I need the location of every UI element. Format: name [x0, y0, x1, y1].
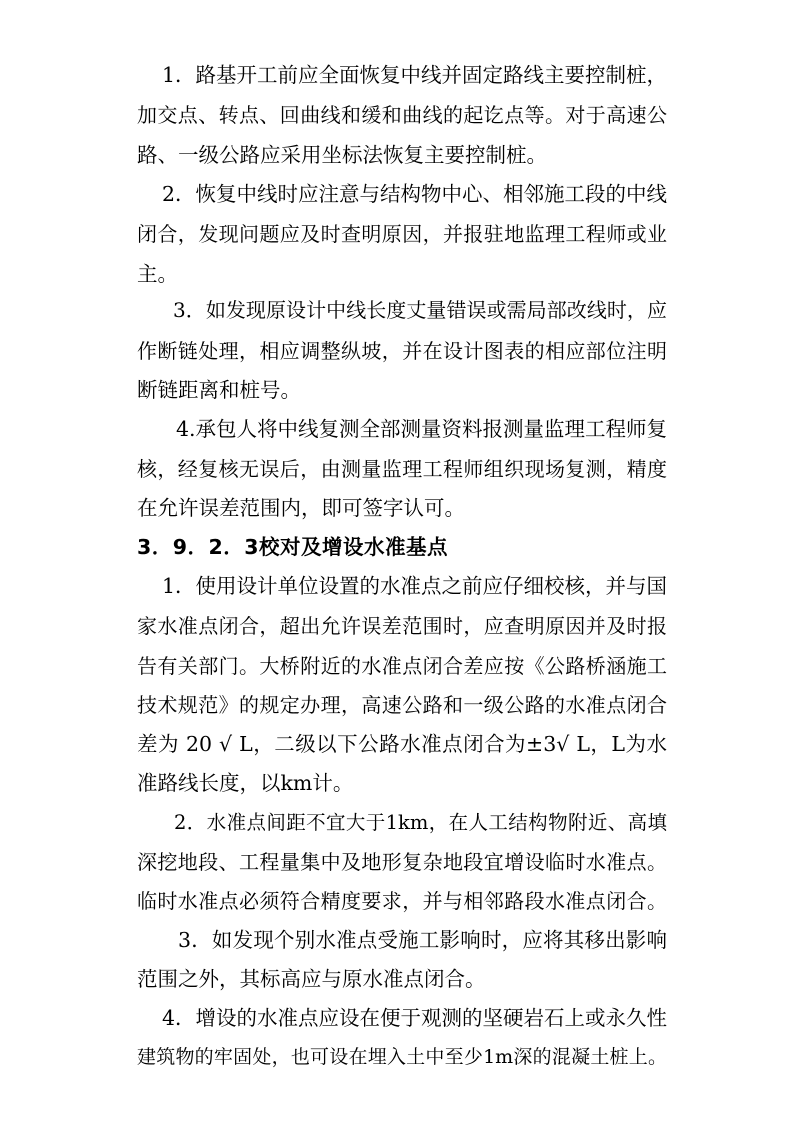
- section-heading: 3．9．2．3校对及增设水准基点: [137, 535, 449, 559]
- text-line: 准路线长度，以km计。: [137, 771, 354, 795]
- text-line: 3．如发现个别水准点受施工影响时，应将其移出影响: [178, 928, 667, 952]
- text-line: 1．路基开工前应全面恢复中线并固定路线主要控制桩，: [162, 63, 668, 87]
- text-line: 1．使用设计单位设置的水准点之前应仔细校核，并与国: [162, 574, 668, 598]
- text-line: 2．恢复中线时应注意与结构物中心、相邻施工段的中线: [162, 182, 668, 206]
- text-line: 4．增设的水准点应设在便于观测的坚硬岩石上或永久性: [162, 1006, 668, 1030]
- text-line: 作断链处理，相应调整纵坡，并在设计图表的相应部位注明: [137, 339, 667, 363]
- text-line: 临时水准点必须符合精度要求，并与相邻路段水准点闭合。: [137, 889, 667, 913]
- text-line: 家水准点闭合，超出允许误差范围时，应查明原因并及时报: [137, 614, 667, 638]
- text-line: 2．水准点间距不宜大于1km，在人工结构物附近、高填: [174, 811, 667, 834]
- text-line: 在允许误差范围内，即可签字认可。: [137, 496, 465, 520]
- text-line: 建筑物的牢固处，也可设在埋入土中至少1m深的混凝土桩上。: [137, 1046, 667, 1068]
- text-line: 告有关部门。大桥附近的水准点闭合差应按《公路桥涵施工: [137, 654, 667, 678]
- text-line: 闭合，发现问题应及时查明原因，并报驻地监理工程师或业: [137, 222, 667, 246]
- text-line: 差为 20 √ L，二级以下公路水准点闭合为±3√ L，L为水: [137, 732, 667, 756]
- text-line: 4.承包人将中线复测全部测量资料报测量监理工程师复: [176, 417, 668, 441]
- text-line: 深挖地段、工程量集中及地形复杂地段宜增设临时水准点。: [137, 850, 667, 874]
- text-line: 路、一级公路应采用坐标法恢复主要控制桩。: [137, 143, 547, 167]
- text-line: 范围之外，其标高应与原水准点闭合。: [137, 967, 486, 991]
- text-line: 3．如发现原设计中线长度丈量错误或需局部改线时，应: [173, 298, 667, 322]
- text-line: 加交点、转点、回曲线和缓和曲线的起讫点等。对于高速公: [137, 103, 667, 127]
- text-line: 断链距离和桩号。: [137, 378, 301, 402]
- text-line: 核，经复核无误后，由测量监理工程师组织现场复测，精度: [137, 457, 667, 481]
- text-line: 技术规范》的规定办理，高速公路和一级公路的水准点闭合: [137, 693, 667, 717]
- text-line: 主。: [137, 262, 178, 286]
